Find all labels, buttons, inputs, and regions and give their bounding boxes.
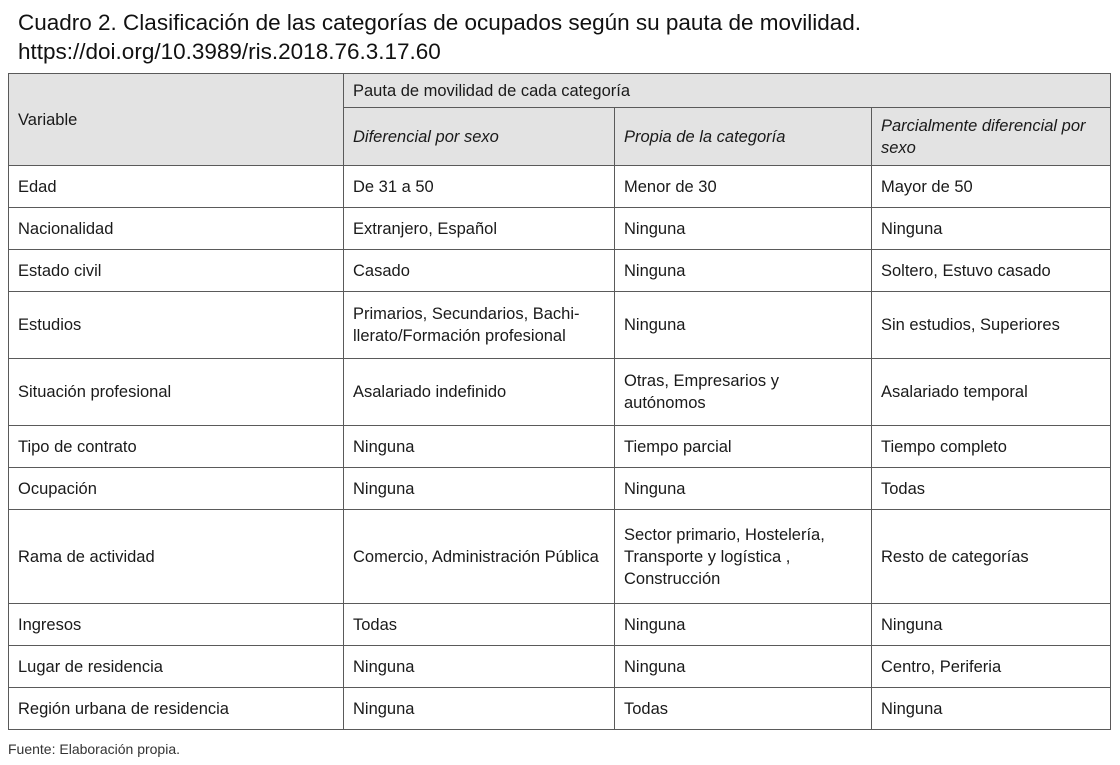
table-row [9, 510, 1111, 604]
cell-propia: Ninguna [615, 292, 872, 359]
cell-propia: Ninguna [615, 208, 872, 250]
cell-diferencial: Comercio, Administración Pública [344, 510, 615, 604]
cell-propia: Ninguna [615, 468, 872, 510]
table-row [9, 688, 1111, 730]
cell-parcial: Ninguna [872, 688, 1111, 730]
table-row [9, 468, 1111, 510]
cell-parcial: Resto de categorías [872, 510, 1111, 604]
header-variable: Variable [9, 74, 344, 166]
cell-diferencial: Ninguna [344, 468, 615, 510]
table-body [9, 166, 1111, 730]
cell-parcial: Sin estudios, Superiores [872, 292, 1111, 359]
table-row [9, 359, 1111, 426]
header-group: Pauta de movilidad de cada categoría [344, 74, 1111, 108]
cell-parcial: Soltero, Estuvo casado [872, 250, 1111, 292]
cell-propia: Ninguna [615, 646, 872, 688]
cell-variable: Rama de actividad [9, 510, 344, 604]
table-source: Fuente: Elaboración propia. [8, 741, 180, 757]
cell-diferencial: Ninguna [344, 426, 615, 468]
classification-table [8, 73, 1111, 730]
cell-variable: Lugar de residencia [9, 646, 344, 688]
cell-variable: Situación profesional [9, 359, 344, 426]
cell-parcial: Ninguna [872, 208, 1111, 250]
cell-diferencial: Extranjero, Español [344, 208, 615, 250]
caption-title: Cuadro 2. Clasificación de las categorías de ocupados según su pauta de movilidad. [18, 10, 862, 35]
cell-parcial: Centro, Periferia [872, 646, 1111, 688]
table-row [9, 292, 1111, 359]
cell-parcial: Asalariado temporal [872, 359, 1111, 426]
cell-variable: Ocupación [9, 468, 344, 510]
cell-propia: Ninguna [615, 604, 872, 646]
cell-parcial: Ninguna [872, 604, 1111, 646]
cell-propia: Otras, Empresarios y autónomos [615, 359, 872, 426]
cell-variable: Estudios [9, 292, 344, 359]
cell-variable: Ingresos [9, 604, 344, 646]
header-diferencial: Diferencial por sexo [344, 108, 615, 166]
table-row [9, 426, 1111, 468]
cell-diferencial: Ninguna [344, 688, 615, 730]
cell-variable: Nacionalidad [9, 208, 344, 250]
cell-parcial: Tiempo completo [872, 426, 1111, 468]
table-row [9, 604, 1111, 646]
table-row [9, 208, 1111, 250]
cell-propia: Sector primario, Hostelería, Transporte y logística , Construcción [615, 510, 872, 604]
cell-diferencial: De 31 a 50 [344, 166, 615, 208]
table-row [9, 646, 1111, 688]
cell-propia: Menor de 30 [615, 166, 872, 208]
cell-parcial: Todas [872, 468, 1111, 510]
cell-variable: Región urbana de residencia [9, 688, 344, 730]
caption-doi: https://doi.org/10.3989/ris.2018.76.3.17.60 [18, 39, 441, 64]
cell-variable: Edad [9, 166, 344, 208]
header-propia: Propia de la categoría [615, 108, 872, 166]
table-caption [18, 8, 861, 66]
cell-propia: Ninguna [615, 250, 872, 292]
cell-parcial: Mayor de 50 [872, 166, 1111, 208]
cell-variable: Estado civil [9, 250, 344, 292]
cell-variable: Tipo de contrato [9, 426, 344, 468]
table-row [9, 166, 1111, 208]
cell-diferencial: Casado [344, 250, 615, 292]
table-header [9, 74, 1111, 166]
header-parcial: Parcialmente diferencial por sexo [872, 108, 1111, 166]
cell-propia: Todas [615, 688, 872, 730]
cell-propia: Tiempo parcial [615, 426, 872, 468]
cell-diferencial: Todas [344, 604, 615, 646]
cell-diferencial: Primarios, Secundarios, Bachi-llerato/Formación profesional [344, 292, 615, 359]
cell-diferencial: Asalariado indefinido [344, 359, 615, 426]
cell-diferencial: Ninguna [344, 646, 615, 688]
table-row [9, 250, 1111, 292]
